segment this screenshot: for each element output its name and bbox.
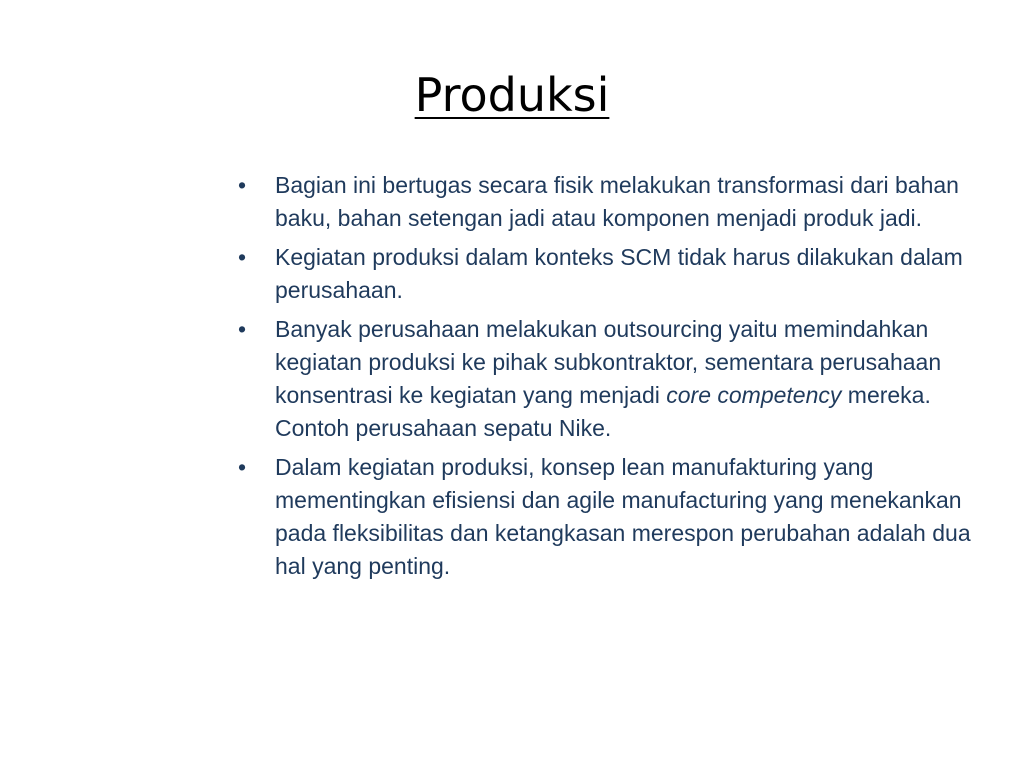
bullet-item — [236, 169, 996, 235]
bullet-item — [236, 451, 996, 583]
bullet-text: Kegiatan produksi dalam konteks SCM tidak harus dilakukan dalam perusahaan. — [275, 244, 963, 303]
slide-title — [0, 62, 1024, 128]
bullet-text-before: Banyak perusahaan melakukan outsourcing yaitu memindahkan kegiatan produksi ke pihak subkontraktor, sementara perusahaan konsentrasi ke kegiatan yang menjadi — [275, 316, 942, 408]
bullet-text-after: mereka. Contoh perusahaan sepatu Nike. — [275, 382, 931, 441]
slide-title-text: Produksi — [414, 68, 610, 122]
bullet-icon: • — [238, 172, 247, 198]
bullet-text: Dalam kegiatan produksi, konsep lean manufakturing yang mementingkan efisiensi dan agile manufacturing yang menekankan pada fleksibilitas dan ketangkasan merespon perubahan adalah dua hal yang penting. — [275, 454, 971, 579]
bullet-text — [275, 316, 941, 441]
bullet-icon: • — [238, 316, 247, 342]
bullet-text-emphasis: core competency — [666, 382, 842, 408]
bullet-item — [236, 313, 996, 445]
bullet-item — [236, 241, 996, 307]
bullet-text: Bagian ini bertugas secara fisik melakukan transformasi dari bahan baku, bahan setengan jadi atau komponen menjadi produk jadi. — [275, 172, 959, 231]
bullet-icon: • — [238, 454, 247, 480]
bullet-icon: • — [238, 244, 247, 270]
bullet-list — [236, 169, 996, 589]
